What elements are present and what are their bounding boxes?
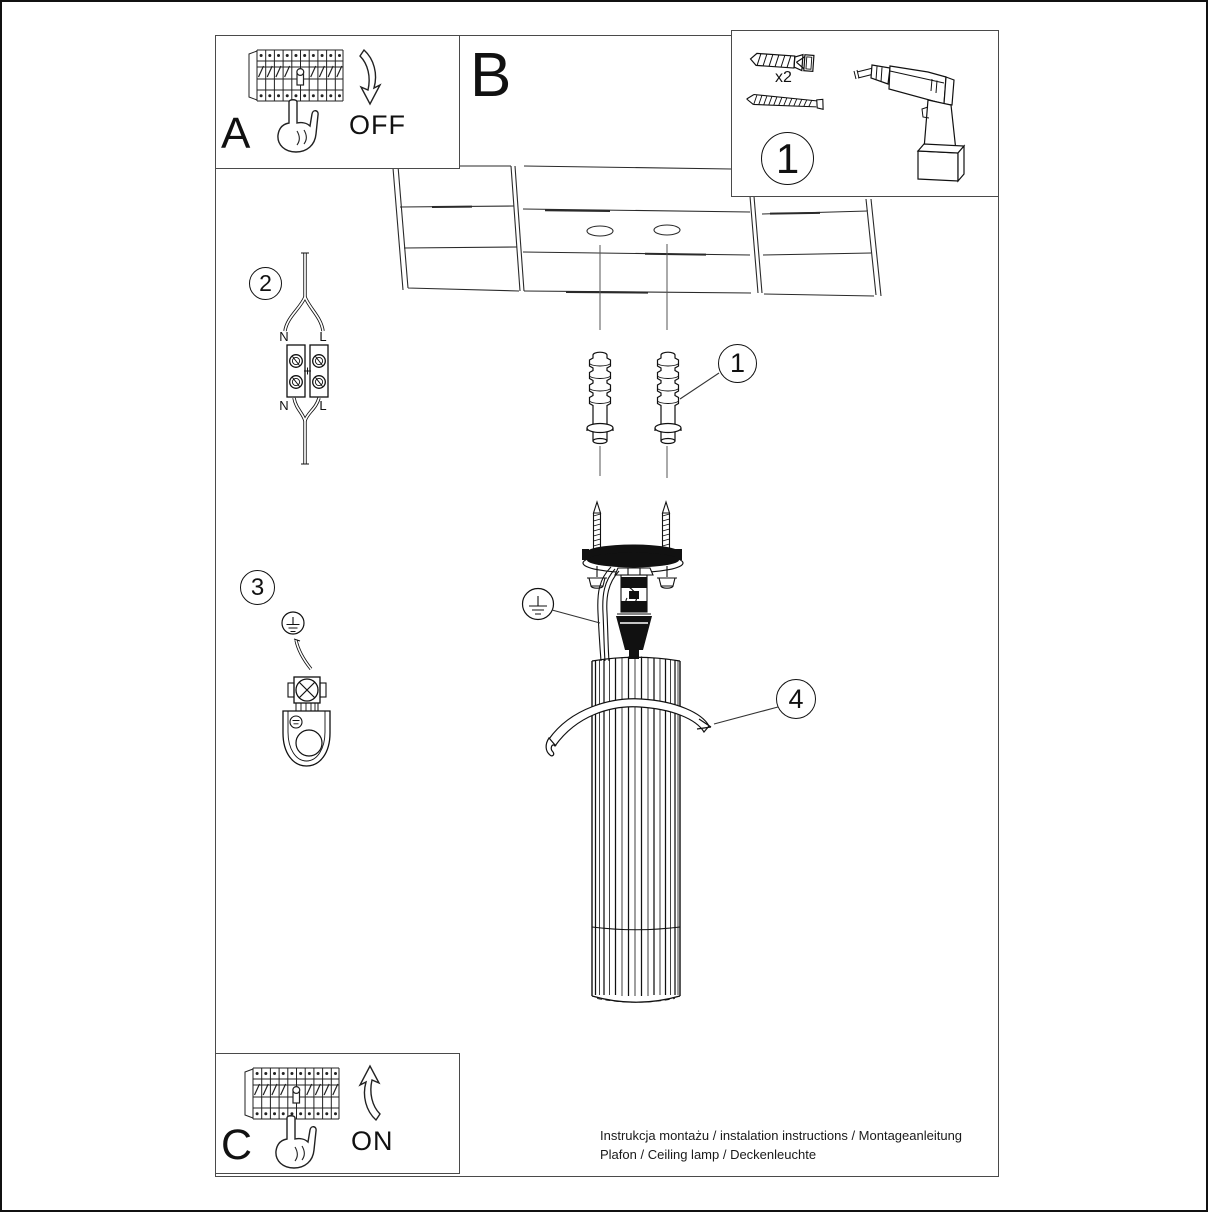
step-a-box <box>215 35 460 169</box>
parts-number-badge: 1 <box>761 132 814 185</box>
callout-line-dowel <box>680 373 719 399</box>
mounting-hole-left <box>587 226 613 236</box>
pointing-hand-icon <box>278 100 318 152</box>
mounting-hole-right <box>654 225 680 235</box>
step-c-letter: C <box>221 1121 253 1169</box>
terminal-label-n-top: N <box>279 329 289 344</box>
breaker-panel-icon <box>245 1068 339 1119</box>
arrow-up-icon <box>360 1066 380 1120</box>
lamp-socket-drawing <box>615 568 653 659</box>
callout-terminal-block: 2 <box>249 267 282 300</box>
ground-callout <box>523 589 601 624</box>
retaining-clip-drawing <box>546 699 778 756</box>
callout-line-clip <box>714 707 778 724</box>
terminal-label-l-bottom: L <box>319 398 327 413</box>
step-a-letter: A <box>221 109 251 158</box>
ground-assembly-drawing <box>282 612 330 766</box>
step-c-illustration <box>216 1054 459 1172</box>
step-b-letter: B <box>470 41 512 110</box>
drill-icon <box>854 65 964 181</box>
canopy-assembly-drawing <box>523 502 684 661</box>
arrow-down-icon <box>360 50 380 104</box>
callout-ground-terminal: 3 <box>240 570 275 605</box>
dowel-quantity-label: x2 <box>775 69 792 86</box>
wall-plug-left-drawing <box>587 352 613 443</box>
callout-dowels: 1 <box>718 344 757 383</box>
breaker-panel-icon <box>249 50 343 101</box>
callout-clip: 4 <box>776 679 816 719</box>
terminal-label-l-top: L <box>319 329 327 344</box>
step-a-action-label: OFF <box>349 110 406 140</box>
footer-caption <box>600 1127 962 1164</box>
pointing-hand-icon <box>276 1116 316 1168</box>
step-a-illustration <box>216 36 459 167</box>
wall-plug-right-drawing <box>655 352 681 443</box>
canopy-ring <box>582 545 682 568</box>
terminal-label-n-bottom: N <box>279 398 289 413</box>
screw-icon <box>746 94 824 109</box>
footer-line-1: Instrukcja montażu / instalation instructions / Montageanleitung <box>600 1128 963 1143</box>
step-c-action-label: ON <box>351 1126 394 1156</box>
terminal-block-drawing <box>285 253 328 464</box>
footer-line-2: Plafon / Ceiling lamp / Deckenleuchte <box>600 1146 817 1162</box>
